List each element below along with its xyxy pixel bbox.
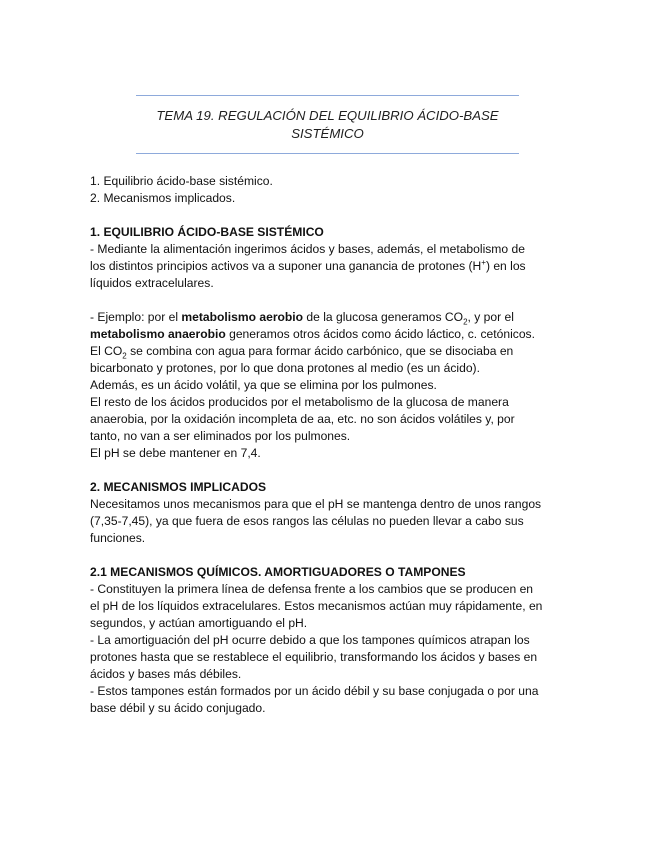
example-line: El pH se debe mantener en 7,4. [90, 446, 261, 460]
page-title [136, 107, 519, 143]
paragraph-line: - Constituyen la primera línea de defensa frente a los cambios que se producen en [90, 582, 534, 596]
paragraph-line: ácidos y bases más débiles. [90, 667, 242, 681]
document-body [90, 173, 570, 717]
example-line: El $CO_2$ se combina con agua para formar ácido carbónico, que se disociaba en [90, 344, 514, 361]
title-bottom-rule [136, 153, 519, 154]
paragraph-line: segundos, y actúan amortiguando el pH. [90, 616, 308, 630]
paragraph-line: el pH de los líquidos extracelulares. Estos mecanismos actúan muy rápidamente, en [90, 599, 543, 613]
paragraph-line: los distintos principios activos va a suponer una ganancia de protones (H+) en los [90, 257, 526, 273]
title-top-rule [136, 95, 519, 96]
example-line: metabolismo anaerobio generamos otros ácidos como ácido láctico, c. cetónicos. [90, 327, 535, 341]
paragraph-line: - La amortiguación del pH ocurre debido a que los tampones químicos atrapan los [90, 633, 530, 647]
example-line: - Ejemplo: por el metabolismo aerobio de la glucosa generamos $CO_2$, y por el [90, 310, 514, 327]
toc-item: 1. Equilibrio ácido-base sistémico. [90, 174, 273, 188]
paragraph-line: - Estos tampones están formados por un ácido débil y su base conjugada o por una [90, 684, 539, 698]
paragraph-line: (7,35-7,45), ya que fuera de esos rangos las células no pueden llevar a cabo sus [90, 514, 524, 528]
paragraph-line: - Mediante la alimentación ingerimos ácidos y bases, además, el metabolismo de [90, 242, 525, 256]
section-2-1-heading: 2.1 MECANISMOS QUÍMICOS. AMORTIGUADORES O TAMPONES [90, 565, 466, 579]
paragraph-line: base débil y su ácido conjugado. [90, 701, 266, 715]
paragraph-line: funciones. [90, 531, 146, 545]
toc-item: 2. Mecanismos implicados. [90, 191, 236, 205]
title-line-1: TEMA 19. REGULACIÓN DEL EQUILIBRIO ÁCIDO-BASE [156, 108, 499, 123]
section-1-heading: 1. EQUILIBRIO ÁCIDO-BASE SISTÉMICO [90, 225, 324, 239]
paragraph-line: Necesitamos unos mecanismos para que el pH se mantenga dentro de unos rangos [90, 497, 542, 511]
example-line: Además, es un ácido volátil, ya que se elimina por los pulmones. [90, 378, 437, 392]
paragraph-line: protones hasta que se restablece el equilibrio, transformando los ácidos y bases en [90, 650, 538, 664]
example-line: anaerobia, por la oxidación incompleta de aa, etc. no son ácidos volátiles y, por [90, 412, 515, 426]
title-line-2: SISTÉMICO [291, 126, 364, 141]
example-line: bicarbonato y protones, por lo que dona protones al medio (es un ácido). [90, 361, 480, 375]
example-line: tanto, no van a ser eliminados por los pulmones. [90, 429, 351, 443]
paragraph-line: líquidos extracelulares. [90, 276, 214, 290]
example-line: El resto de los ácidos producidos por el metabolismo de la glucosa de manera [90, 395, 509, 409]
section-2-heading: 2. MECANISMOS IMPLICADOS [90, 480, 267, 494]
